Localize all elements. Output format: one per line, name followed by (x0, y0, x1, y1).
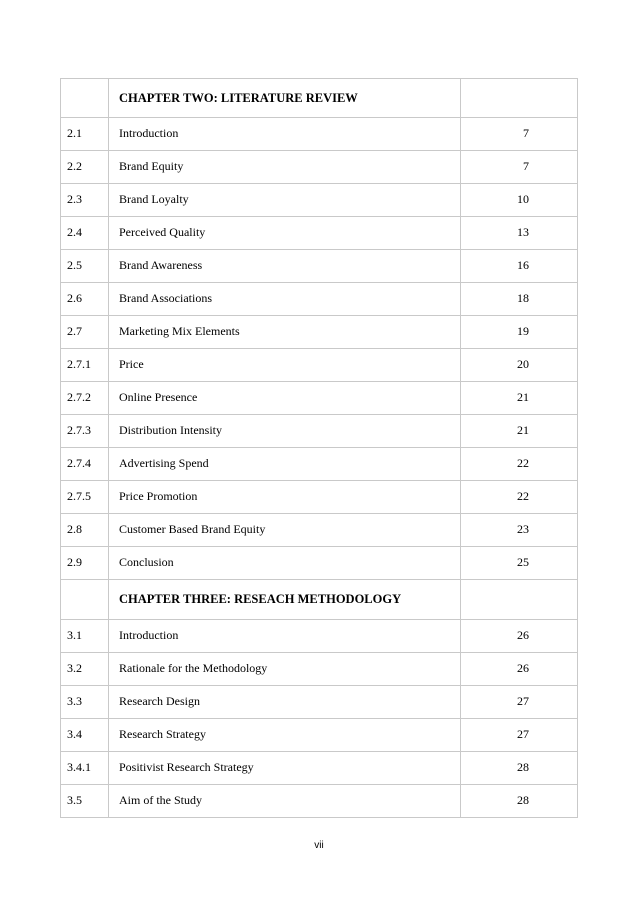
page-number-cell: 22 (461, 481, 578, 514)
section-title: Price Promotion (109, 481, 461, 514)
section-number: 2.5 (61, 250, 109, 283)
chapter-page-cell (461, 580, 578, 620)
toc-row (61, 151, 578, 184)
chapter-title: CHAPTER THREE: RESEACH METHODOLOGY (109, 580, 461, 620)
toc-row (61, 316, 578, 349)
toc-row (61, 382, 578, 415)
section-title: Rationale for the Methodology (109, 653, 461, 686)
section-title: Aim of the Study (109, 785, 461, 818)
page-number-cell: 25 (461, 547, 578, 580)
chapter-page-cell (461, 79, 578, 118)
section-number: 2.7.5 (61, 481, 109, 514)
section-number: 2.4 (61, 217, 109, 250)
section-title: Online Presence (109, 382, 461, 415)
page-number-cell: 28 (461, 785, 578, 818)
toc-row (61, 250, 578, 283)
page-number-cell: 20 (461, 349, 578, 382)
section-number: 2.9 (61, 547, 109, 580)
toc-row (61, 184, 578, 217)
section-title: Advertising Spend (109, 448, 461, 481)
page-number: vii (314, 840, 324, 851)
page-number-cell: 7 (461, 118, 578, 151)
toc-row (61, 349, 578, 382)
toc-row (61, 217, 578, 250)
toc-body (61, 79, 578, 818)
page-number-cell: 16 (461, 250, 578, 283)
section-number: 3.2 (61, 653, 109, 686)
section-title: Marketing Mix Elements (109, 316, 461, 349)
page-number-cell: 22 (461, 448, 578, 481)
section-number: 2.2 (61, 151, 109, 184)
page-number-cell: 19 (461, 316, 578, 349)
section-title: Research Strategy (109, 719, 461, 752)
page-number-cell: 7 (461, 151, 578, 184)
page-number-cell: 27 (461, 686, 578, 719)
section-title: Research Design (109, 686, 461, 719)
section-number: 2.7.2 (61, 382, 109, 415)
section-title: Conclusion (109, 547, 461, 580)
chapter-num-cell (61, 580, 109, 620)
section-number: 3.5 (61, 785, 109, 818)
toc-row (61, 785, 578, 818)
toc-row (61, 448, 578, 481)
page-number-cell: 27 (461, 719, 578, 752)
page-number-cell: 23 (461, 514, 578, 547)
section-title: Brand Loyalty (109, 184, 461, 217)
section-title: Brand Awareness (109, 250, 461, 283)
section-title: Price (109, 349, 461, 382)
section-number: 2.7.3 (61, 415, 109, 448)
section-number: 3.3 (61, 686, 109, 719)
page-number-cell: 13 (461, 217, 578, 250)
page-number-cell: 26 (461, 620, 578, 653)
toc-row (61, 719, 578, 752)
section-number: 2.3 (61, 184, 109, 217)
toc-row (61, 415, 578, 448)
section-number: 2.1 (61, 118, 109, 151)
page-number-cell: 21 (461, 382, 578, 415)
section-number: 2.6 (61, 283, 109, 316)
section-number: 2.7 (61, 316, 109, 349)
chapter-title: CHAPTER TWO: LITERATURE REVIEW (109, 79, 461, 118)
chapter-heading-row (61, 580, 578, 620)
section-number: 3.1 (61, 620, 109, 653)
toc-row (61, 752, 578, 785)
toc-row (61, 547, 578, 580)
chapter-heading-row (61, 79, 578, 118)
page-number-cell: 18 (461, 283, 578, 316)
section-number: 2.7.1 (61, 349, 109, 382)
toc-row (61, 514, 578, 547)
section-title: Introduction (109, 620, 461, 653)
page-number-cell: 21 (461, 415, 578, 448)
section-title: Distribution Intensity (109, 415, 461, 448)
section-number: 3.4 (61, 719, 109, 752)
table-of-contents (60, 78, 578, 818)
section-title: Customer Based Brand Equity (109, 514, 461, 547)
section-title: Brand Associations (109, 283, 461, 316)
section-number: 2.8 (61, 514, 109, 547)
page-number-cell: 10 (461, 184, 578, 217)
toc-row (61, 283, 578, 316)
page-number-cell: 28 (461, 752, 578, 785)
section-number: 2.7.4 (61, 448, 109, 481)
toc-row (61, 118, 578, 151)
toc-row (61, 481, 578, 514)
section-title: Brand Equity (109, 151, 461, 184)
page-number-cell: 26 (461, 653, 578, 686)
chapter-num-cell (61, 79, 109, 118)
toc-row (61, 620, 578, 653)
section-number: 3.4.1 (61, 752, 109, 785)
section-title: Introduction (109, 118, 461, 151)
section-title: Perceived Quality (109, 217, 461, 250)
toc-row (61, 686, 578, 719)
toc-row (61, 653, 578, 686)
section-title: Positivist Research Strategy (109, 752, 461, 785)
